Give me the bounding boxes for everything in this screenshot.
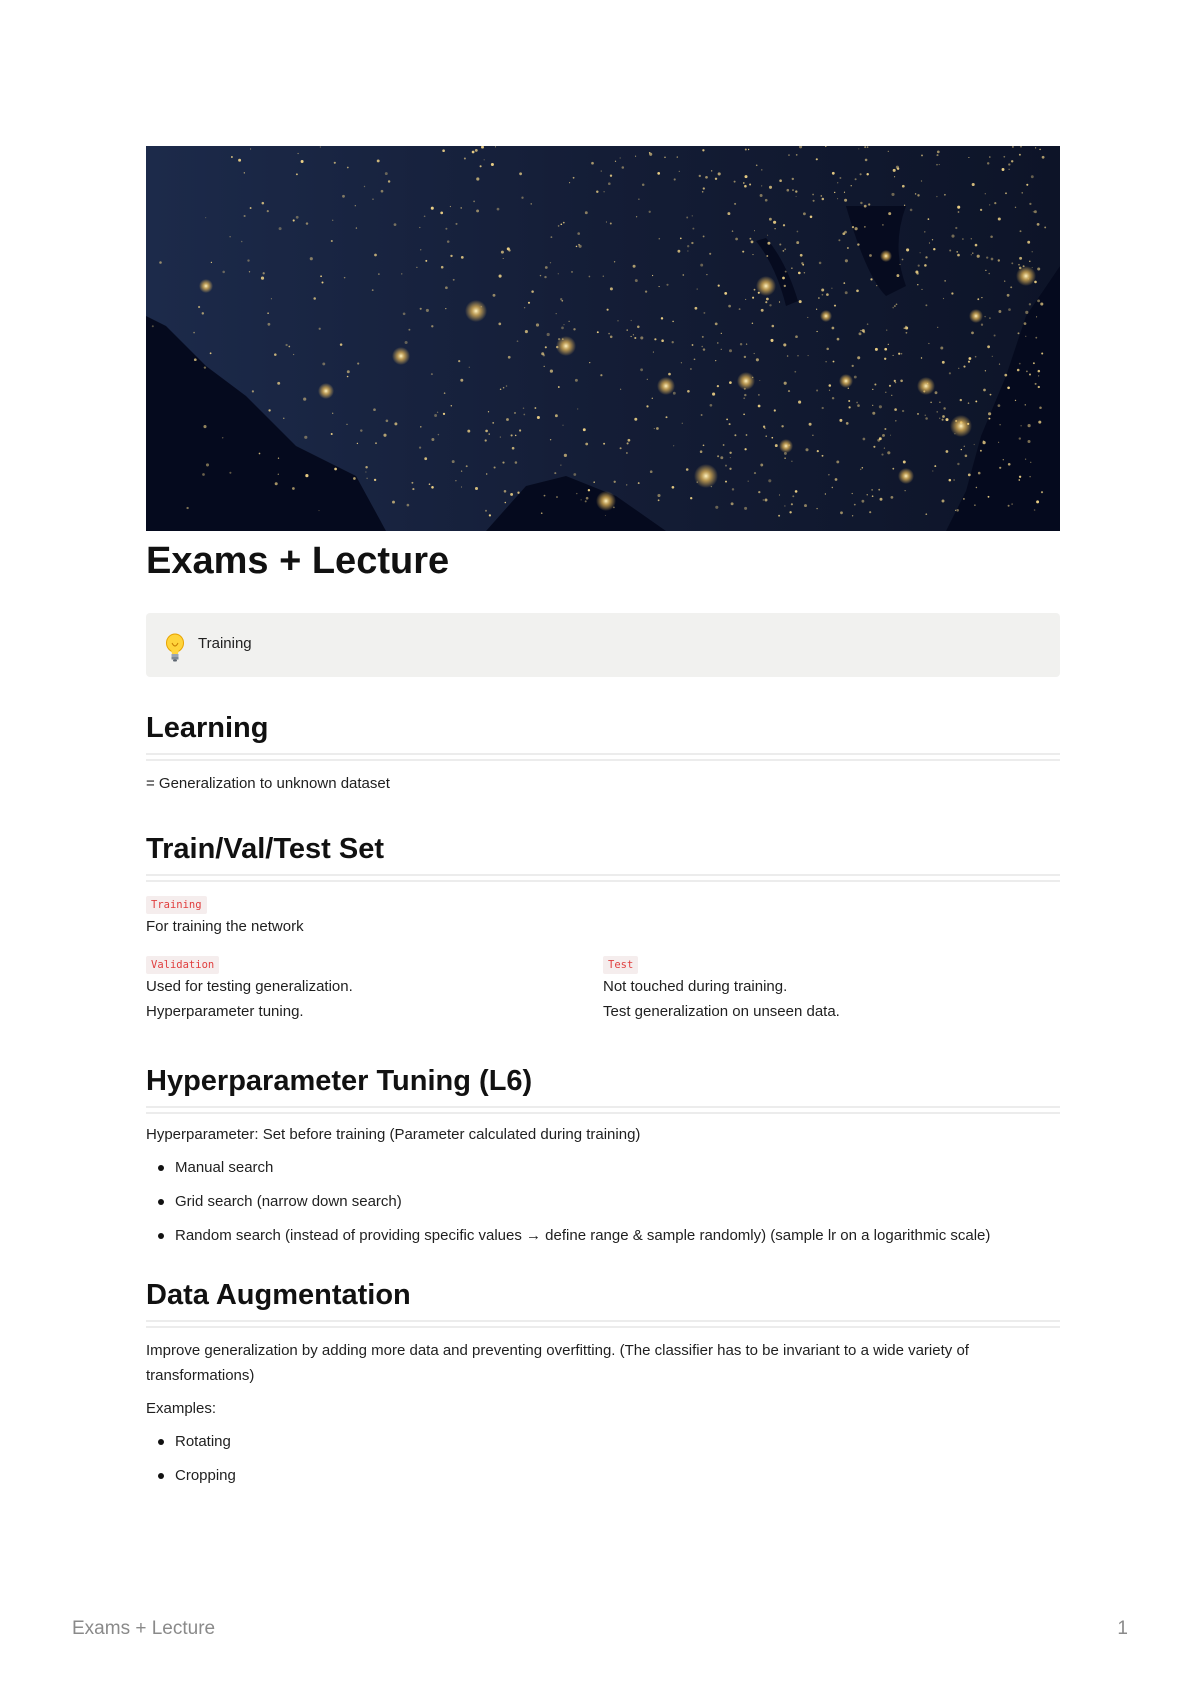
list-item-text: Random search (instead of providing specific values → define range & sample randomly) (sample lr on a logarithmic scale) (175, 1227, 991, 1244)
list-item-text: Manual search (175, 1159, 274, 1176)
page-title: Exams + Lecture (146, 540, 450, 582)
hyper-list (146, 1155, 1060, 1248)
bullet-icon (158, 1233, 164, 1239)
validation-column (146, 955, 603, 1024)
validation-line: Used for testing generalization. (146, 978, 353, 995)
augment-text: Improve generalization by adding more data and preventing overfitting. (The classifier has to be invariant to a wide variety of transformations) (146, 1342, 969, 1384)
augment-list (146, 1429, 1060, 1488)
list-item (146, 1463, 1060, 1488)
bullet-icon (158, 1199, 164, 1205)
test-line: Test generalization on unseen data. (603, 1003, 840, 1020)
bullet-icon (158, 1473, 164, 1479)
list-item (146, 1155, 1060, 1180)
divider (146, 753, 1060, 761)
hyper-text: Hyperparameter: Set before training (Parameter calculated during training) (146, 1126, 641, 1143)
learning-text: = Generalization to unknown dataset (146, 775, 390, 792)
val-test-columns (146, 955, 1060, 1024)
page-number: 1 (1117, 1618, 1128, 1639)
footer-title: Exams + Lecture (72, 1618, 216, 1639)
test-tag: Test (603, 956, 638, 974)
list-item-text: Grid search (narrow down search) (175, 1193, 402, 1210)
heading-data-augmentation: Data Augmentation (146, 1279, 411, 1311)
test-column (603, 955, 1060, 1024)
training-block (146, 895, 1060, 939)
heading-train-val-test: Train/Val/Test Set (146, 833, 385, 865)
divider (146, 1320, 1060, 1328)
list-item-text: Cropping (175, 1467, 236, 1484)
list-item (146, 1429, 1060, 1454)
divider (146, 874, 1060, 882)
training-tag: Training (146, 896, 207, 914)
validation-tag: Validation (146, 956, 219, 974)
cover-image (146, 146, 1060, 531)
lightbulb-icon (164, 633, 186, 663)
bullet-icon (158, 1165, 164, 1171)
training-text: For training the network (146, 918, 304, 935)
callout-text: Training (198, 635, 252, 652)
test-line: Not touched during training. (603, 978, 788, 995)
heading-learning: Learning (146, 712, 269, 744)
list-item-text: Rotating (175, 1433, 231, 1450)
validation-line: Hyperparameter tuning. (146, 1003, 304, 1020)
divider (146, 1106, 1060, 1114)
list-item (146, 1189, 1060, 1214)
page-content (146, 146, 1060, 1488)
examples-label: Examples: (146, 1400, 217, 1417)
callout (146, 613, 1060, 677)
list-item (146, 1223, 1060, 1248)
bullet-icon (158, 1439, 164, 1445)
heading-hyperparameter-tuning: Hyperparameter Tuning (L6) (146, 1065, 533, 1097)
